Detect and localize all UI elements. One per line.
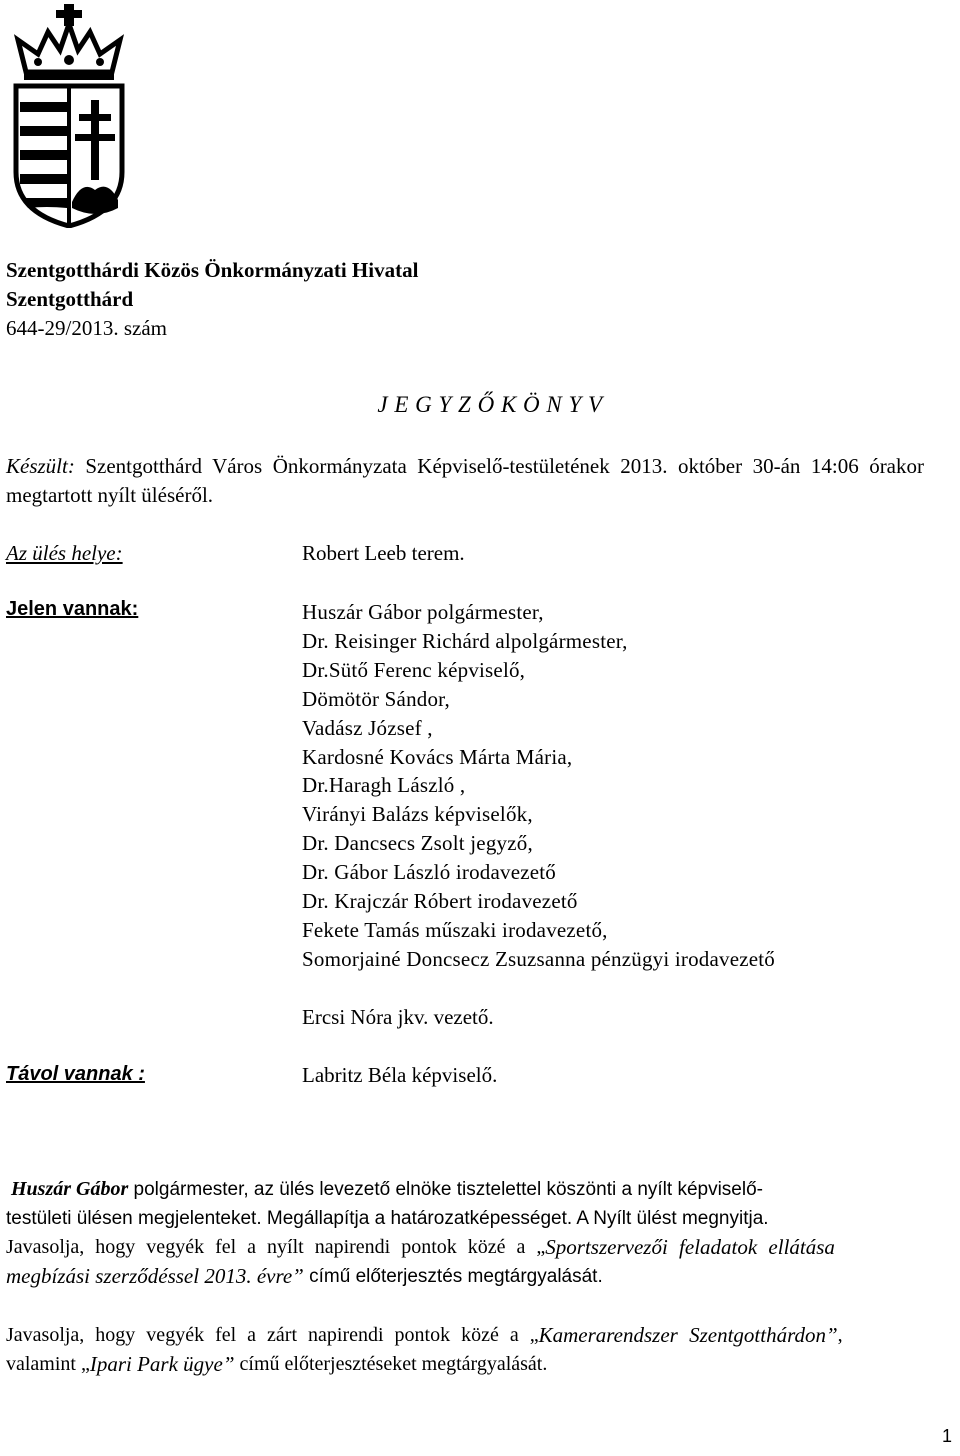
paragraph-text: valamint „ <box>6 1353 90 1375</box>
attendee-item: Virányi Balázs képviselők, <box>302 802 533 827</box>
paragraph-line <box>6 1262 954 1291</box>
document-title: J E G Y Z Ő K Ö N Y V <box>377 392 603 417</box>
present-label: Jelen vannak: <box>6 598 139 620</box>
agenda-item-title: megbízási szerződéssel 2013. évre” <box>6 1264 304 1288</box>
coat-of-arms-icon <box>8 2 130 228</box>
paragraph-line <box>6 1233 954 1262</box>
paragraph-line <box>6 1350 954 1379</box>
attendee-item: Kardosné Kovács Márta Mária, <box>302 744 573 769</box>
paragraph-text: című előterjesztés megtárgyalását. <box>303 1266 603 1287</box>
attendee-list <box>302 598 775 974</box>
attendee-item: Dr.Sütő Ferenc képviselő, <box>302 657 526 682</box>
paragraph-text: című előterjesztéseket megtárgyalását. <box>234 1353 548 1375</box>
reference-number: 644-29/2013. szám <box>6 316 167 340</box>
closed-agenda-paragraph <box>6 1321 954 1379</box>
attendee-item: Dömötör Sándor, <box>302 686 450 711</box>
paragraph-text: , <box>837 1324 843 1346</box>
absent-label: Távol vannak : <box>6 1063 145 1085</box>
attendee-item: Huszár Gábor polgármester, <box>302 600 544 624</box>
attendee-item: Somorjainé Doncsecz Zsuzsanna pénzügyi irodavezető <box>302 946 775 971</box>
intro-label: Készült: <box>6 454 75 478</box>
paragraph-text: Javasolja, hogy vegyék fel a zárt napirendi pontok közé a „ <box>6 1324 539 1346</box>
attendee-item: Dr.Haragh László , <box>302 773 466 798</box>
office-name: Szentgotthárdi Közös Önkormányzati Hivatal <box>6 258 419 282</box>
attendee-item: Vadász József , <box>302 715 433 740</box>
paragraph-line <box>6 1321 954 1350</box>
page-number: 1 <box>941 1426 952 1446</box>
place-label: Az ülés helye: <box>6 541 123 565</box>
agenda-item-title: Sportszervezői feladatok ellátása <box>545 1235 835 1259</box>
opening-paragraph <box>6 1175 954 1291</box>
document-header <box>6 256 418 343</box>
chairman-name: Huszár Gábor <box>11 1178 129 1200</box>
intro-body: Szentgotthárd Város Önkormányzata Képviselő-testületének 2013. október 30-án 14:06 órakor megtartott nyílt üléséről. <box>6 454 924 507</box>
paragraph-text: Javasolja, hogy vegyék fel a nyílt napirendi pontok közé a „ <box>6 1236 546 1258</box>
city-name: Szentgotthárd <box>6 287 134 311</box>
place-value: Robert Leeb terem. <box>302 541 465 565</box>
attendee-item: Dr. Dancsecs Zsolt jegyző, <box>302 831 533 856</box>
agenda-item-title: Ipari Park ügye” <box>89 1352 235 1376</box>
absent-value: Labritz Béla képviselő. <box>302 1063 498 1087</box>
agenda-item-title: Kamerarendszer Szentgotthárdon” <box>538 1323 838 1347</box>
recorder-value: Ercsi Nóra jkv. vezető. <box>302 1005 494 1029</box>
attendee-item: Dr. Krajczár Róbert irodavezető <box>302 889 578 914</box>
attendee-item: Dr. Gábor László irodavezető <box>302 860 557 885</box>
paragraph-line <box>6 1175 954 1204</box>
attendee-item: Fekete Tamás műszaki irodavezető, <box>302 917 608 942</box>
paragraph-text: polgármester, az ülés levezető elnöke tisztelettel köszönti a nyílt képviselő- <box>128 1179 763 1200</box>
intro-text <box>6 452 924 510</box>
attendee-item: Dr. Reisinger Richárd alpolgármester, <box>302 628 628 653</box>
paragraph-line: testületi ülésen megjelenteket. Megállapítja a határozatképességet. A Nyílt ülést megnyitja. <box>6 1208 769 1229</box>
